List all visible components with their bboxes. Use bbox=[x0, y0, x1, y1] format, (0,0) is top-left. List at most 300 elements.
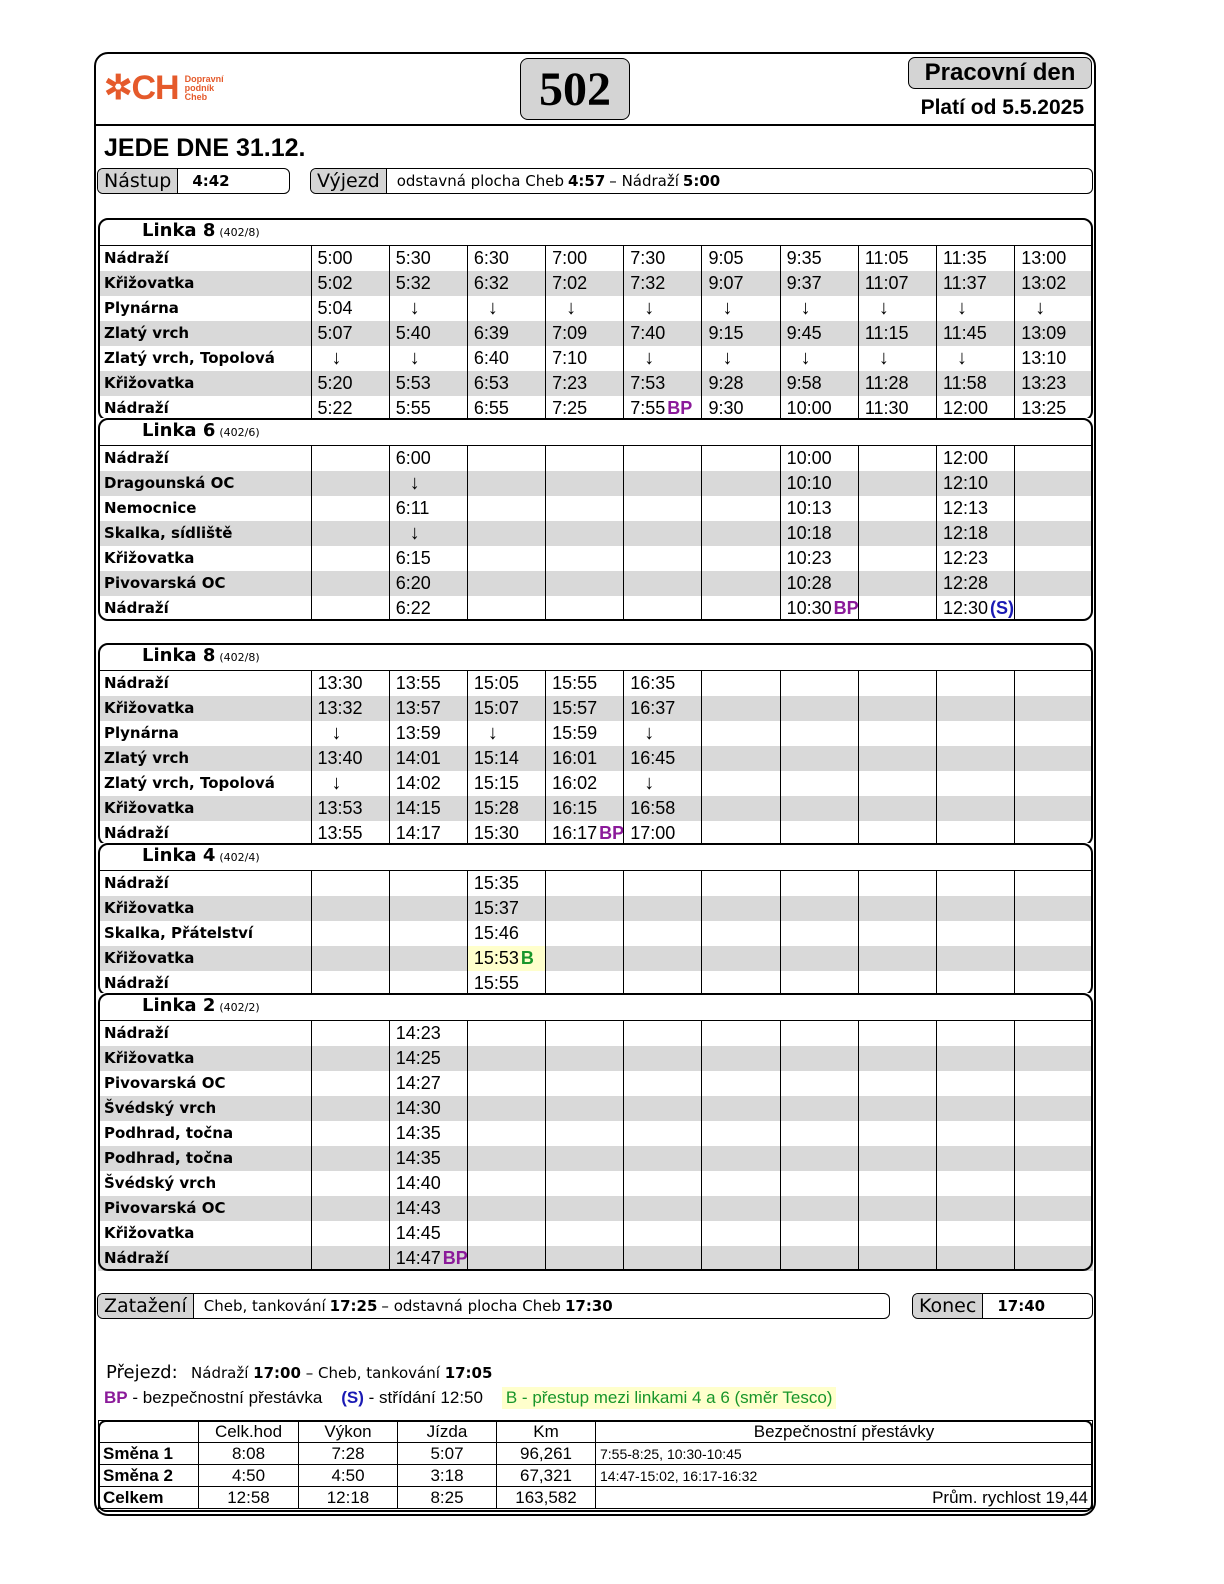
departure-time bbox=[780, 721, 858, 746]
departure-time: 7:23 bbox=[546, 371, 624, 396]
stop-name: Nádraží bbox=[104, 399, 169, 417]
line-name: Linka 2 bbox=[142, 995, 216, 1016]
departure-time bbox=[858, 571, 936, 596]
stop-name: Podhrad, točna bbox=[104, 1124, 234, 1142]
summary-cell: Směna 2 bbox=[99, 1465, 199, 1487]
pass-arrow-icon: ↓ bbox=[487, 722, 498, 744]
departure-time bbox=[937, 746, 1015, 771]
departure-time bbox=[858, 721, 936, 746]
stop-row bbox=[98, 246, 1093, 272]
stop-name: Křižovatka bbox=[104, 549, 195, 567]
departure-time bbox=[624, 1021, 702, 1047]
stop-name: Nádraží bbox=[104, 599, 169, 617]
departure-time bbox=[702, 946, 780, 971]
departure-time bbox=[858, 446, 936, 472]
stop-name: Křižovatka bbox=[98, 271, 311, 296]
departure-time bbox=[1015, 1146, 1093, 1171]
summary-row bbox=[99, 1487, 1093, 1509]
departure-time bbox=[858, 796, 936, 821]
departure-time bbox=[311, 1046, 389, 1071]
departure-time bbox=[1015, 871, 1093, 897]
departure-time: 10:23 bbox=[780, 546, 858, 571]
stop-name: Křižovatka bbox=[98, 946, 311, 971]
line-code: (402/8) bbox=[219, 226, 260, 239]
departure-time: 15:53 B bbox=[467, 946, 545, 971]
departure-time bbox=[780, 771, 858, 796]
summary-cell: 12:58 bbox=[199, 1487, 299, 1509]
departure-time: 6:11 bbox=[389, 496, 467, 521]
departure-time: 5:53 bbox=[389, 371, 467, 396]
departure-time bbox=[311, 571, 389, 596]
departure-time: 9:45 bbox=[780, 321, 858, 346]
departure-time bbox=[1015, 1221, 1093, 1246]
departure-time bbox=[311, 896, 389, 921]
departure-time: 10:30 BP bbox=[780, 596, 858, 621]
legend-bp-key: BP bbox=[104, 1388, 128, 1407]
departure-time bbox=[311, 946, 389, 971]
departure-time bbox=[702, 346, 780, 371]
legend-s-text: - střídání 12:50 bbox=[368, 1388, 483, 1407]
departure-time bbox=[1015, 446, 1093, 472]
departure-time bbox=[311, 871, 389, 897]
summary-header: Celk.hod bbox=[199, 1421, 299, 1443]
departure-time: 14:47 BP bbox=[389, 1246, 467, 1271]
departure-time bbox=[624, 721, 702, 746]
departure-time: 15:30 bbox=[467, 821, 545, 846]
departure-time: 14:30 bbox=[389, 1096, 467, 1121]
stop-row bbox=[98, 1021, 1093, 1047]
departure-time bbox=[467, 496, 545, 521]
departure-time bbox=[858, 1121, 936, 1146]
departure-time: 7:00 bbox=[546, 246, 624, 272]
departure-time bbox=[546, 471, 624, 496]
departure-time bbox=[624, 1071, 702, 1096]
departure-time bbox=[780, 1071, 858, 1096]
legend-bp-text: - bezpečnostní přestávka bbox=[132, 1388, 323, 1407]
departure-time bbox=[858, 946, 936, 971]
departure-time bbox=[546, 1046, 624, 1071]
departure-time bbox=[937, 1221, 1015, 1246]
departure-time bbox=[546, 896, 624, 921]
pass-arrow-icon: ↓ bbox=[644, 347, 655, 369]
pass-arrow-icon: ↓ bbox=[722, 297, 733, 319]
departure-time: 7:32 bbox=[624, 271, 702, 296]
departure-time: 16:01 bbox=[546, 746, 624, 771]
departure-time bbox=[389, 296, 467, 321]
departure-time bbox=[389, 346, 467, 371]
departure-time bbox=[311, 721, 389, 746]
departure-time bbox=[624, 1146, 702, 1171]
summary-cell: 8:25 bbox=[398, 1487, 497, 1509]
summary-cell: Směna 1 bbox=[99, 1443, 199, 1465]
departure-time: 10:00 bbox=[780, 396, 858, 421]
departure-time bbox=[624, 896, 702, 921]
departure-time: 13:10 bbox=[1015, 346, 1093, 371]
departure-time bbox=[1015, 546, 1093, 571]
departure-time bbox=[624, 296, 702, 321]
departure-time: 10:28 bbox=[780, 571, 858, 596]
stop-name: Křižovatka bbox=[98, 1046, 311, 1071]
departure-time: 15:28 bbox=[467, 796, 545, 821]
pass-arrow-icon: ↓ bbox=[409, 347, 420, 369]
pass-arrow-icon: ↓ bbox=[644, 722, 655, 744]
departure-time: 5:00 bbox=[311, 246, 389, 272]
departure-time: 13:02 bbox=[1015, 271, 1093, 296]
departure-time bbox=[1015, 1046, 1093, 1071]
vyjezd-box bbox=[310, 168, 1093, 194]
departure-time bbox=[624, 521, 702, 546]
pass-arrow-icon: ↓ bbox=[487, 297, 498, 319]
line-code: (402/6) bbox=[219, 426, 260, 439]
summary-header bbox=[99, 1421, 199, 1443]
line-code: (402/2) bbox=[219, 1001, 260, 1014]
departure-time bbox=[937, 346, 1015, 371]
departure-time bbox=[467, 1171, 545, 1196]
departure-time: 12:18 bbox=[937, 521, 1015, 546]
departure-time: 16:45 bbox=[624, 746, 702, 771]
departure-time: 7:53 bbox=[624, 371, 702, 396]
departure-time bbox=[311, 346, 389, 371]
nastup-box bbox=[97, 168, 290, 194]
stop-name: Křižovatka bbox=[98, 896, 311, 921]
pass-arrow-icon: ↓ bbox=[644, 772, 655, 794]
departure-time bbox=[858, 871, 936, 897]
departure-time bbox=[702, 521, 780, 546]
line-name: Linka 6 bbox=[142, 420, 216, 441]
stop-row bbox=[98, 946, 1093, 971]
departure-time: 13:32 bbox=[311, 696, 389, 721]
departure-time: 9:28 bbox=[702, 371, 780, 396]
departure-time: 15:07 bbox=[467, 696, 545, 721]
departure-time bbox=[858, 596, 936, 621]
departure-time bbox=[311, 496, 389, 521]
departure-time bbox=[702, 896, 780, 921]
departure-time bbox=[858, 546, 936, 571]
departure-time bbox=[937, 671, 1015, 697]
departure-time bbox=[467, 1121, 545, 1146]
departure-time: 10:10 bbox=[780, 471, 858, 496]
departure-time bbox=[311, 1021, 389, 1047]
departure-time bbox=[1015, 671, 1093, 697]
stop-name: Křižovatka bbox=[98, 796, 311, 821]
line-name: Linka 8 bbox=[142, 220, 216, 241]
vyjezd-label: Výjezd bbox=[311, 169, 387, 193]
departure-time bbox=[624, 921, 702, 946]
pass-arrow-icon: ↓ bbox=[800, 297, 811, 319]
departure-time bbox=[624, 1046, 702, 1071]
departure-time: 7:10 bbox=[546, 346, 624, 371]
departure-time bbox=[937, 1071, 1015, 1096]
departure-time bbox=[311, 446, 389, 472]
departure-time bbox=[702, 746, 780, 771]
departure-time: 14:15 bbox=[389, 796, 467, 821]
stop-name: Nádraží bbox=[104, 974, 169, 992]
departure-time: 6:53 bbox=[467, 371, 545, 396]
departure-time: 5:55 bbox=[389, 396, 467, 421]
departure-time bbox=[702, 921, 780, 946]
logo-mark: ✲CH bbox=[104, 69, 179, 107]
departure-time: 15:59 bbox=[546, 721, 624, 746]
pass-arrow-icon: ↓ bbox=[409, 297, 420, 319]
konec-time: 17:40 bbox=[997, 1297, 1046, 1315]
departure-time: 6:00 bbox=[389, 446, 467, 472]
pass-arrow-icon: ↓ bbox=[722, 347, 733, 369]
departure-time: 16:02 bbox=[546, 771, 624, 796]
stop-name: Švédský vrch bbox=[104, 1174, 217, 1192]
departure-time: 14:01 bbox=[389, 746, 467, 771]
departure-time bbox=[467, 1246, 545, 1271]
departure-time bbox=[624, 1196, 702, 1221]
departure-time: 15:05 bbox=[467, 671, 545, 697]
stop-name: Pivovarská OC bbox=[104, 1074, 226, 1092]
departure-time: 11:05 bbox=[858, 246, 936, 272]
stop-name: Zlatý vrch bbox=[98, 321, 311, 346]
stop-row bbox=[98, 1221, 1093, 1246]
stop-name: Plynárna bbox=[104, 299, 179, 317]
departure-time bbox=[311, 771, 389, 796]
company-logo bbox=[104, 68, 224, 108]
departure-time bbox=[546, 871, 624, 897]
legend-b-text: B - přestup mezi linkami 4 a 6 (směr Tesco) bbox=[502, 1387, 837, 1409]
departure-time bbox=[702, 671, 780, 697]
departure-time bbox=[546, 296, 624, 321]
departure-time bbox=[1015, 1246, 1093, 1271]
departure-time bbox=[389, 946, 467, 971]
departure-time bbox=[467, 1146, 545, 1171]
time-marker: BP bbox=[667, 398, 693, 418]
summary-cell: 7:28 bbox=[299, 1443, 398, 1465]
departure-time: 7:40 bbox=[624, 321, 702, 346]
line-header bbox=[98, 843, 1093, 871]
departure-time bbox=[858, 671, 936, 697]
pass-arrow-icon: ↓ bbox=[331, 347, 342, 369]
stop-name: Zlatý vrch, Topolová bbox=[104, 774, 275, 792]
stop-name: Švédský vrch bbox=[98, 1096, 311, 1121]
departure-time bbox=[311, 921, 389, 946]
departure-time bbox=[624, 1121, 702, 1146]
departure-time bbox=[702, 546, 780, 571]
departure-time bbox=[780, 796, 858, 821]
timetable-block bbox=[98, 418, 1093, 621]
departure-time: 16:15 bbox=[546, 796, 624, 821]
timetable-block bbox=[98, 843, 1093, 996]
departure-time: 5:22 bbox=[311, 396, 389, 421]
departure-time: 11:28 bbox=[858, 371, 936, 396]
departure-time bbox=[937, 896, 1015, 921]
stop-row bbox=[98, 271, 1093, 296]
departure-time bbox=[624, 346, 702, 371]
pass-arrow-icon: ↓ bbox=[878, 297, 889, 319]
departure-time bbox=[858, 521, 936, 546]
departure-time bbox=[1015, 921, 1093, 946]
departure-time bbox=[1015, 796, 1093, 821]
departure-time bbox=[624, 596, 702, 621]
departure-time: 13:40 bbox=[311, 746, 389, 771]
departure-time: 12:00 bbox=[937, 396, 1015, 421]
pass-arrow-icon: ↓ bbox=[957, 347, 967, 369]
stop-name: Skalka, sídliště bbox=[98, 521, 311, 546]
departure-time bbox=[467, 1196, 545, 1221]
summary-cell: 14:47-15:02, 16:17-16:32 bbox=[596, 1465, 1093, 1487]
stop-row bbox=[98, 496, 1093, 521]
departure-time bbox=[780, 346, 858, 371]
line-header bbox=[98, 418, 1093, 446]
departure-time bbox=[624, 446, 702, 472]
stop-name: Podhrad, točna bbox=[98, 1146, 311, 1171]
zatazeni-label: Zatažení bbox=[98, 1294, 194, 1318]
departure-time bbox=[624, 871, 702, 897]
departure-time: 12:10 bbox=[937, 471, 1015, 496]
summary-cell: Celkem bbox=[99, 1487, 199, 1509]
departure-time bbox=[311, 546, 389, 571]
departure-time: 5:20 bbox=[311, 371, 389, 396]
departure-time bbox=[1015, 721, 1093, 746]
departure-time bbox=[1015, 1071, 1093, 1096]
departure-time: 7:25 bbox=[546, 396, 624, 421]
stop-name: Nádraží bbox=[104, 824, 169, 842]
stop-name: Nádraží bbox=[104, 874, 169, 892]
departure-time: 14:35 bbox=[389, 1121, 467, 1146]
departure-time: 16:58 bbox=[624, 796, 702, 821]
departure-time bbox=[624, 946, 702, 971]
pass-arrow-icon: ↓ bbox=[409, 472, 420, 494]
departure-time bbox=[311, 471, 389, 496]
departure-time bbox=[467, 546, 545, 571]
stop-row bbox=[98, 371, 1093, 396]
departure-time bbox=[702, 496, 780, 521]
validity-date: Platí od 5.5.2025 bbox=[920, 96, 1084, 119]
departure-time bbox=[702, 1246, 780, 1271]
departure-time: 6:30 bbox=[467, 246, 545, 272]
departure-time bbox=[624, 471, 702, 496]
nastup-label: Nástup bbox=[98, 169, 178, 193]
departure-time bbox=[546, 496, 624, 521]
departure-time bbox=[702, 771, 780, 796]
departure-time bbox=[858, 1146, 936, 1171]
departure-time bbox=[546, 1171, 624, 1196]
departure-time: 14:35 bbox=[389, 1146, 467, 1171]
departure-time bbox=[389, 471, 467, 496]
departure-time: 12:13 bbox=[937, 496, 1015, 521]
departure-time bbox=[311, 1146, 389, 1171]
departure-time bbox=[1015, 571, 1093, 596]
stop-name: Křižovatka bbox=[104, 1224, 195, 1242]
summary-header-row bbox=[99, 1421, 1093, 1443]
departure-time bbox=[858, 1171, 936, 1196]
time-marker: BP bbox=[599, 823, 624, 843]
departure-time bbox=[467, 1046, 545, 1071]
stop-name: Nádraží bbox=[104, 249, 169, 267]
departure-time: 13:55 bbox=[389, 671, 467, 697]
timetable-block bbox=[98, 218, 1093, 421]
departure-time: 6:15 bbox=[389, 546, 467, 571]
departure-time bbox=[389, 871, 467, 897]
departure-time bbox=[937, 871, 1015, 897]
departure-time: 13:59 bbox=[389, 721, 467, 746]
line-name: Linka 8 bbox=[142, 645, 216, 666]
departure-time bbox=[937, 921, 1015, 946]
departure-time bbox=[546, 921, 624, 946]
departure-time: 6:39 bbox=[467, 321, 545, 346]
departure-time bbox=[467, 471, 545, 496]
line-header bbox=[98, 993, 1093, 1021]
pass-arrow-icon: ↓ bbox=[566, 297, 577, 319]
departure-time bbox=[1015, 1121, 1093, 1146]
departure-time bbox=[780, 896, 858, 921]
stop-name: Křižovatka bbox=[98, 696, 311, 721]
departure-time: 9:58 bbox=[780, 371, 858, 396]
stop-row bbox=[98, 771, 1093, 796]
timetable-block bbox=[98, 643, 1093, 846]
summary-row bbox=[99, 1465, 1093, 1487]
departure-time bbox=[467, 446, 545, 472]
nastup-time: 4:42 bbox=[192, 172, 230, 190]
departure-time bbox=[937, 796, 1015, 821]
departure-time bbox=[780, 696, 858, 721]
departure-time: 14:02 bbox=[389, 771, 467, 796]
stop-row bbox=[98, 1146, 1093, 1171]
departure-time bbox=[546, 546, 624, 571]
stop-row bbox=[98, 696, 1093, 721]
departure-time: 12:30 (S) bbox=[937, 596, 1015, 621]
departure-time bbox=[546, 1196, 624, 1221]
departure-time bbox=[546, 1121, 624, 1146]
departure-time bbox=[546, 1096, 624, 1121]
departure-time bbox=[858, 746, 936, 771]
summary-header: Km bbox=[497, 1421, 596, 1443]
prejezd-line: Přejezd: Nádraží 17:00 – Cheb, tankování 17:05 bbox=[106, 1362, 493, 1383]
stop-row bbox=[98, 1096, 1093, 1121]
departure-time bbox=[389, 521, 467, 546]
departure-time: 13:55 bbox=[311, 821, 389, 846]
departure-time bbox=[1015, 1096, 1093, 1121]
departure-time bbox=[467, 296, 545, 321]
summary-cell: 12:18 bbox=[299, 1487, 398, 1509]
stop-row bbox=[98, 921, 1093, 946]
departure-time bbox=[937, 1046, 1015, 1071]
departure-time bbox=[858, 1096, 936, 1121]
departure-time: 11:37 bbox=[937, 271, 1015, 296]
departure-time bbox=[467, 596, 545, 621]
stop-row bbox=[98, 446, 1093, 472]
line-code: (402/4) bbox=[219, 851, 260, 864]
zatazeni-box bbox=[97, 1293, 890, 1319]
stop-name: Křižovatka bbox=[98, 371, 311, 396]
departure-time: 16:17 BP bbox=[546, 821, 624, 846]
departure-time bbox=[1015, 896, 1093, 921]
departure-time bbox=[624, 546, 702, 571]
departure-time bbox=[780, 921, 858, 946]
departure-time: 14:43 bbox=[389, 1196, 467, 1221]
departure-time: 5:04 bbox=[311, 296, 389, 321]
departure-time bbox=[389, 921, 467, 946]
line-number: 502 bbox=[520, 58, 630, 120]
departure-time bbox=[702, 796, 780, 821]
departure-time: 15:35 bbox=[467, 871, 545, 897]
departure-time bbox=[546, 1146, 624, 1171]
departure-time bbox=[311, 1171, 389, 1196]
stop-name: Nádraží bbox=[104, 449, 169, 467]
departure-time: 7:30 bbox=[624, 246, 702, 272]
konec-box bbox=[912, 1293, 1093, 1319]
departure-time bbox=[624, 1221, 702, 1246]
departure-time bbox=[702, 696, 780, 721]
departure-time bbox=[858, 346, 936, 371]
header-divider bbox=[95, 124, 1095, 126]
departure-time: 13:57 bbox=[389, 696, 467, 721]
stop-row bbox=[98, 1046, 1093, 1071]
departure-time: 15:14 bbox=[467, 746, 545, 771]
